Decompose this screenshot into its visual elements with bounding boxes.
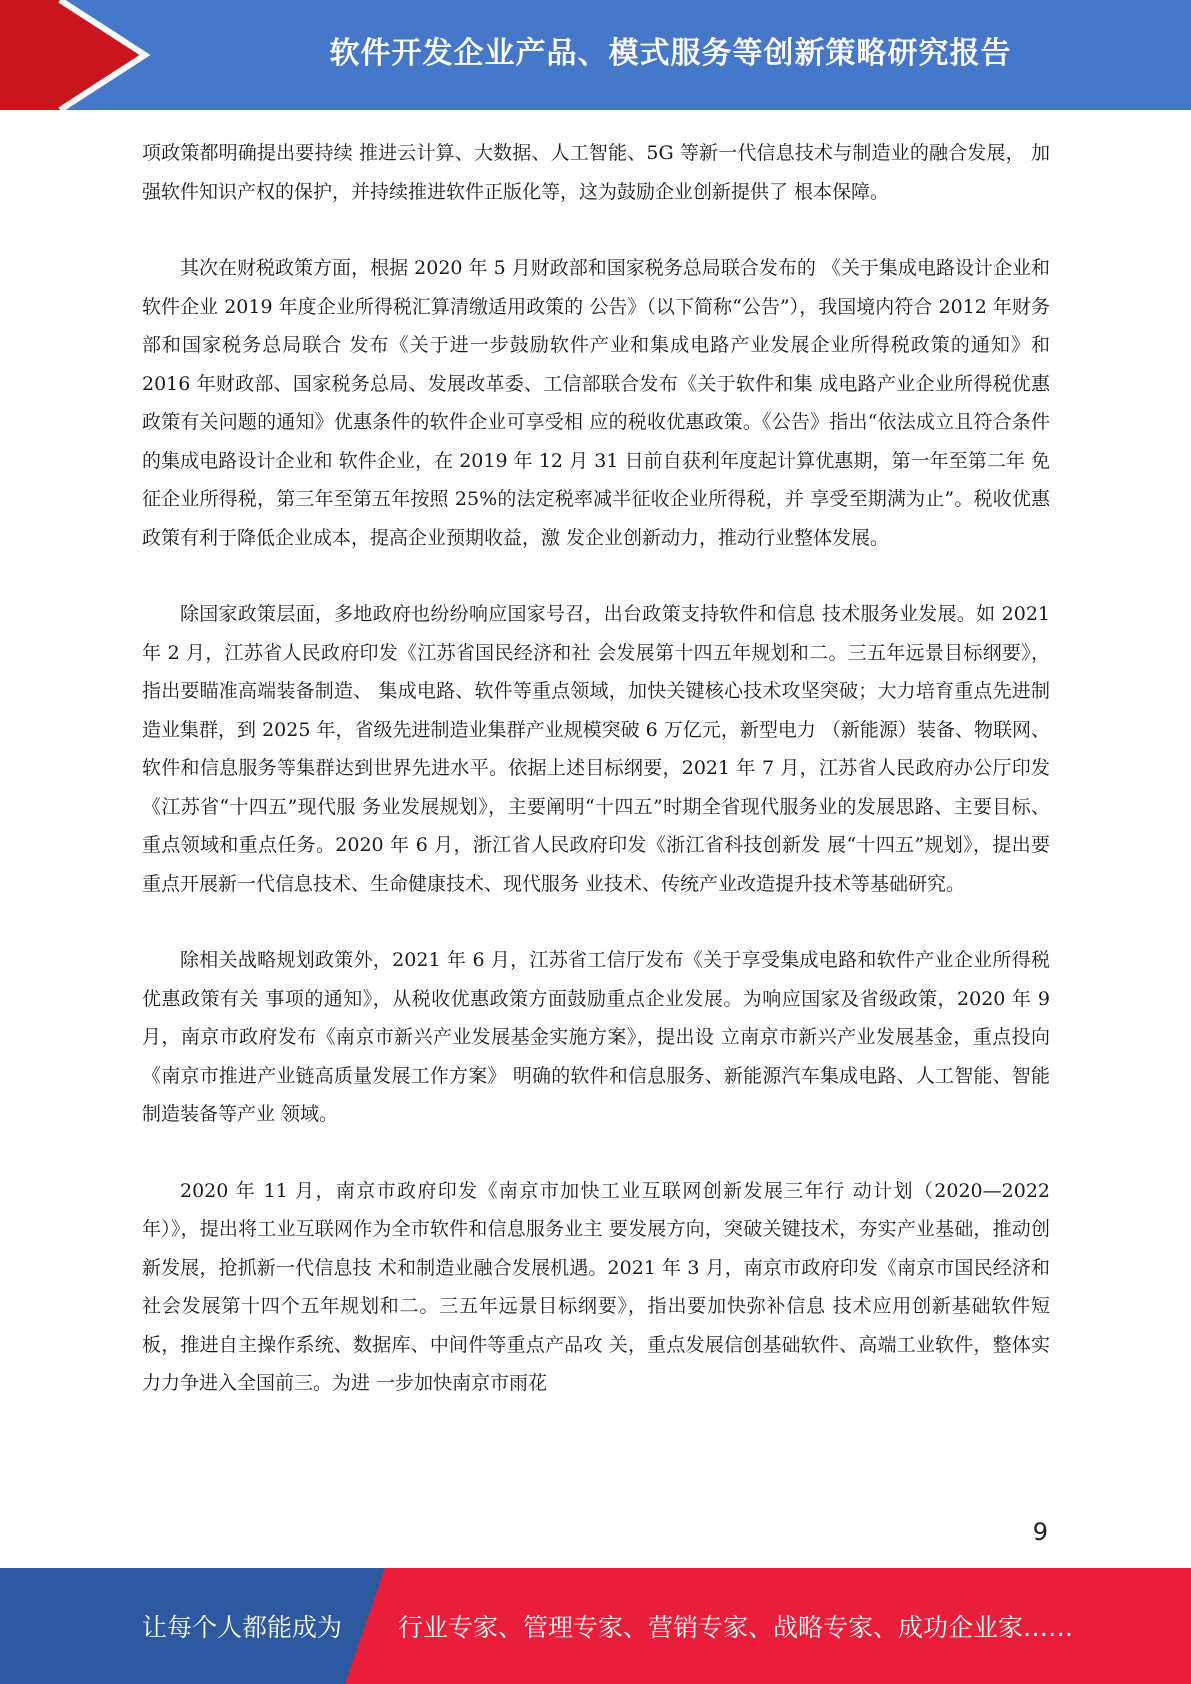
paragraph-4: 除相关战略规划政策外，2021 年 6 月，江苏省工信厅发布《关于享受集成电路和软件产业企业所得税优惠政策有关 事项的通知》，从税收优惠政策方面鼓励重点企业发展。为响应国家及省级政策，2020 年 9 月，南京市政府发布《南京市新兴产业发展基金实施方案》，提出设 立南京市新兴产业发展基金，重点投向《南京市推进产业链高质量发展工作方案》 明确的软件和信息服务、新能源汽车集成电路、人工智能、智能制造装备等产业 领域。 — [142, 949, 1050, 1125]
report-title: 软件开发企业产品、模式服务等创新策略研究报告 — [329, 36, 1012, 71]
footer-slogan-right: 行业专家、管理专家、营销专家、战略专家、成功企业家…… — [398, 1613, 1074, 1642]
page-number: 9 — [1032, 1518, 1048, 1546]
footer-slogan-left: 让每个人都能成为 — [142, 1613, 343, 1642]
document-body — [142, 134, 1050, 1403]
page-header — [0, 0, 1191, 110]
paragraph-3: 除国家政策层面，多地政府也纷纷响应国家号召，出台政策支持软件和信息 技术服务业发展。如 2021 年 2 月，江苏省人民政府印发《江苏省国民经济和社 会发展第十四五年规划和二。三五年远景目标纲要》，指出要瞄准高端装备制造、 集成电路、软件等重点领域，加快关键核心技术攻坚突破；大力培育重点先进制 造业集群，到 2025 年，省级先进制造业集群产业规模突破 6 万亿元，新型电力 （新能源）装备、物联网、软件和信息服务等集群达到世界先进水平。依据上述目标纲要，2021 年 7 月，江苏省人民政府办公厅印发《江苏省“十四五”现代服 务业发展规划》，主要阐明“十四五”时期全省现代服务业的发展思路、主要目标、 重点领域和重点任务。2020 年 6 月，浙江省人民政府印发《浙江省科技创新发 展“十四五”规划》，提出要重点开展新一代信息技术、生命健康技术、现代服务 业技术、传统产业改造提升技术等基础研究。 — [142, 603, 1050, 895]
paragraph-1: 项政策都明确提出要持续 推进云计算、大数据、人工智能、5G 等新一代信息技术与制造业的融合发展， 加强软件知识产权的保护，并持续推进软件正版化等，这为鼓励企业创新提供了 根本保障。 — [142, 142, 1050, 203]
paragraph-2: 其次在财税政策方面，根据 2020 年 5 月财政部和国家税务总局联合发布的 《关于集成电路设计企业和软件企业 2019 年度企业所得税汇算清缴适用政策的 公告》（以下简称“公告”），我国境内符合 2012 年财务部和国家税务总局联合 发布《关于进一步鼓励软件产业和集成电路产业发展企业所得税政策的通知》和 2016 年财政部、国家税务总局、发展改革委、工信部联合发布《关于软件和集 成电路产业企业所得税优惠政策有关问题的通知》优惠条件的软件企业可享受相 应的税收优惠政策。《公告》指出“依法成立且符合条件的集成电路设计企业和 软件企业，在 2019 年 12 月 31 日前自获利年度起计算优惠期，第一年至第二年 免征企业所得税，第三年至第五年按照 25%的法定税率减半征收企业所得税，并 享受至期满为止”。税收优惠政策有利于降低企业成本，提高企业预期收益，激 发企业创新动力，推动行业整体发展。 — [142, 257, 1050, 549]
page-footer — [0, 1568, 1191, 1684]
paragraph-5: 2020 年 11 月，南京市政府印发《南京市加快工业互联网创新发展三年行 动计划（2020—2022 年）》，提出将工业互联网作为全市软件和信息服务业主 要发展方向，突破关键技术，夯实产业基础，推动创新发展，抢抓新一代信息技 术和制造业融合发展机遇。2021 年 3 月，南京市政府印发《南京市国民经济和 社会发展第十四个五年规划和二。三五年远景目标纲要》，指出要加快弥补信息 技术应用创新基础软件短板，推进自主操作系统、数据库、中间件等重点产品攻 关，重点发展信创基础软件、高端工业软件，整体实力力争进入全国前三。为进 一步加快南京市雨花 — [142, 1179, 1050, 1394]
